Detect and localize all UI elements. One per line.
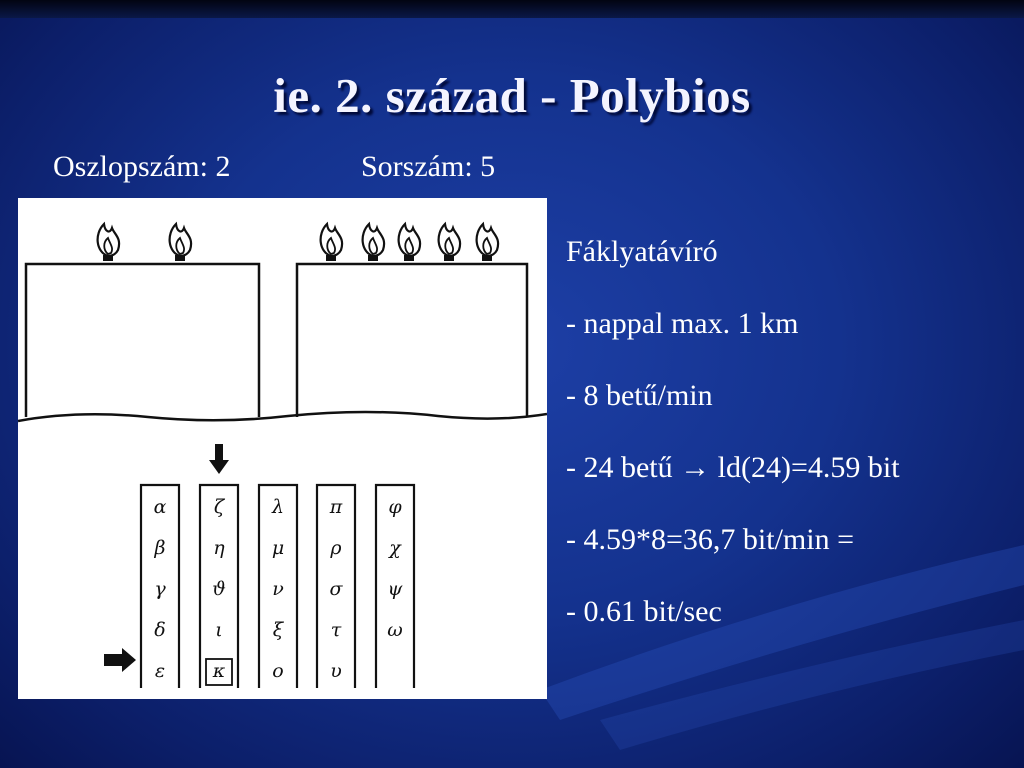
torch-flame-icon (170, 224, 192, 261)
letter-columns (141, 485, 414, 688)
row-number-label: Sorszám: 5 (361, 150, 496, 183)
greek-letter: δ (154, 619, 166, 641)
greek-letter: ο (272, 660, 284, 682)
bullet-list (566, 232, 1016, 664)
greek-letter: ρ (330, 537, 342, 559)
polybios-illustration (18, 198, 547, 699)
bullet-heading: Fáklyatávíró (566, 235, 718, 268)
greek-letter: ξ (272, 619, 284, 641)
greek-letter: τ (330, 619, 342, 641)
torches-group (98, 224, 499, 261)
greek-letter: ψ (387, 578, 403, 600)
greek-letter: ν (272, 578, 284, 600)
greek-letter: λ (271, 496, 285, 518)
greek-letter: κ (212, 660, 226, 682)
greek-letter: ι (215, 619, 223, 641)
torch-flame-icon (399, 224, 421, 261)
bullet-item: - 4.59*8=36,7 bit/min = (566, 523, 855, 556)
greek-letter: α (153, 496, 167, 518)
torch-flame-icon (98, 224, 120, 261)
torch-flame-icon (321, 224, 343, 261)
right-arrow-icon (104, 648, 136, 672)
illustration-canvas (18, 198, 547, 699)
left-wall (26, 264, 259, 417)
greek-letter: η (213, 537, 225, 559)
greek-letter: ζ (213, 496, 225, 518)
greek-letter: ε (154, 660, 166, 682)
bullet-item: - 8 betű/min (566, 379, 713, 412)
greek-letter: μ (271, 537, 285, 559)
greek-letter: υ (330, 660, 342, 682)
bullet-item: - 0.61 bit/sec (566, 595, 722, 628)
right-wall (297, 264, 527, 417)
ground-line (18, 412, 547, 421)
torch-flame-icon (363, 224, 385, 261)
torch-flame-icon (439, 224, 461, 261)
slide-title: ie. 2. század - Polybios (273, 68, 751, 123)
column-number-label: Oszlopszám: 2 (53, 150, 231, 183)
greek-letter: φ (388, 496, 402, 518)
bullet-item: - nappal max. 1 km (566, 307, 799, 340)
greek-letter: β (154, 537, 166, 559)
greek-letter: γ (154, 578, 166, 600)
greek-letter: π (329, 496, 343, 518)
greek-letter: σ (329, 578, 343, 600)
bullet-item: - 24 betű → ld(24)=4.59 bit (566, 451, 900, 484)
torch-flame-icon (477, 224, 499, 261)
greek-letter: ϑ (212, 578, 226, 600)
greek-letter: ω (387, 619, 403, 641)
greek-letter: χ (389, 537, 401, 559)
down-arrow-icon (209, 444, 229, 474)
top-bar (0, 0, 1024, 18)
